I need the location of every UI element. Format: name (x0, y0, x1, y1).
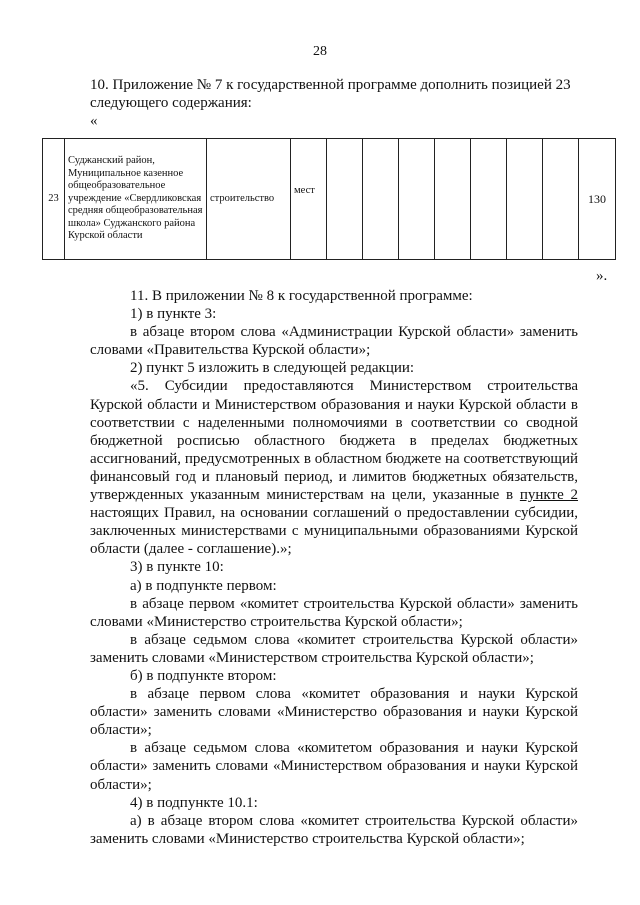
paragraph: а) в подпункте первом: (130, 577, 277, 594)
close-quote: ». (596, 268, 608, 284)
paragraph: 4) в подпункте 10.1: (130, 794, 258, 811)
capacity-cell: 130 (579, 139, 616, 260)
document-body (90, 287, 578, 848)
paragraph: в абзаце первом «комитет строительства Курской области» заменить словами «Министерство строительства Курской области»; (90, 595, 578, 630)
intro-line-2: следующего содержания: (90, 95, 252, 111)
inserted-position-table (42, 138, 616, 260)
empty-cell (327, 139, 363, 260)
paragraph-subsidy (90, 377, 578, 558)
paragraph: в абзаце седьмом слова «комитетом образования и науки Курской области» заменить словами «Министерством образования и науки Курской области»; (90, 740, 578, 793)
paragraph: 11. В приложении № 8 к государственной программе: (130, 288, 473, 304)
paragraph: в абзаце седьмом слова «комитет строительства Курской области» заменить словами «Министерством строительства Курской области»; (90, 631, 578, 666)
table-row (43, 139, 616, 260)
paragraph: 3) в пункте 10: (130, 559, 224, 576)
page-number: 28 (313, 44, 327, 59)
open-quote: « (90, 113, 98, 129)
empty-cell (543, 139, 579, 260)
paragraph: а) в абзаце втором слова «комитет строительства Курской области» заменить словами «Министерство строительства Курской области»; (90, 812, 578, 847)
paragraph-text: «5. Субсидии предоставляются Министерством строительства Курской области и Министерством образования и науки Курской области в соответствии с наделенными полномочиями в соответствии со сводной бюджетной росписью областного бюджета в пределах бюджетных ассигнований, предусмотренных в областном бюджете на соответствующий финансовый год и плановый период, и лимитов бюджетных обязательств, утвержденных указанным министерствам на цели, указанные в (90, 378, 578, 504)
row-number-cell: 23 (43, 139, 65, 260)
paragraph: в абзаце первом слова «комитет образования и науки Курской области» заменить словами «Министерство образования и науки Курской области»; (90, 686, 578, 739)
unit-cell: мест (291, 139, 327, 260)
link-punkt-2[interactable]: пункте 2 (519, 487, 579, 504)
paragraph: 2) пункт 5 изложить в следующей редакции: (130, 360, 415, 377)
empty-cell (507, 139, 543, 260)
paragraph-text: настоящих Правил, на основании соглашений о предоставлении субсидии, заключенных министерствами с муниципальными образованиями Курской области (далее - соглашение).»; (90, 505, 578, 558)
empty-cell (399, 139, 435, 260)
paragraph: в абзаце втором слова «Администрации Курской области» заменить словами «Правительства Курской области»; (90, 324, 578, 359)
empty-cell (471, 139, 507, 260)
intro-line-1: 10. Приложение № 7 к государственной программе дополнить позицией 23 (90, 77, 571, 93)
empty-cell (363, 139, 399, 260)
paragraph: б) в подпункте втором: (130, 667, 277, 684)
empty-cell (435, 139, 471, 260)
paragraph: 1) в пункте 3: (130, 306, 217, 323)
object-name-cell: Суджанский район, Муниципальное казенное общеобразовательное учреждение «Свердликовская средняя общеобразовательная школа» Суджанского района Курской области (65, 139, 207, 260)
work-type-cell: строительство (207, 139, 291, 260)
